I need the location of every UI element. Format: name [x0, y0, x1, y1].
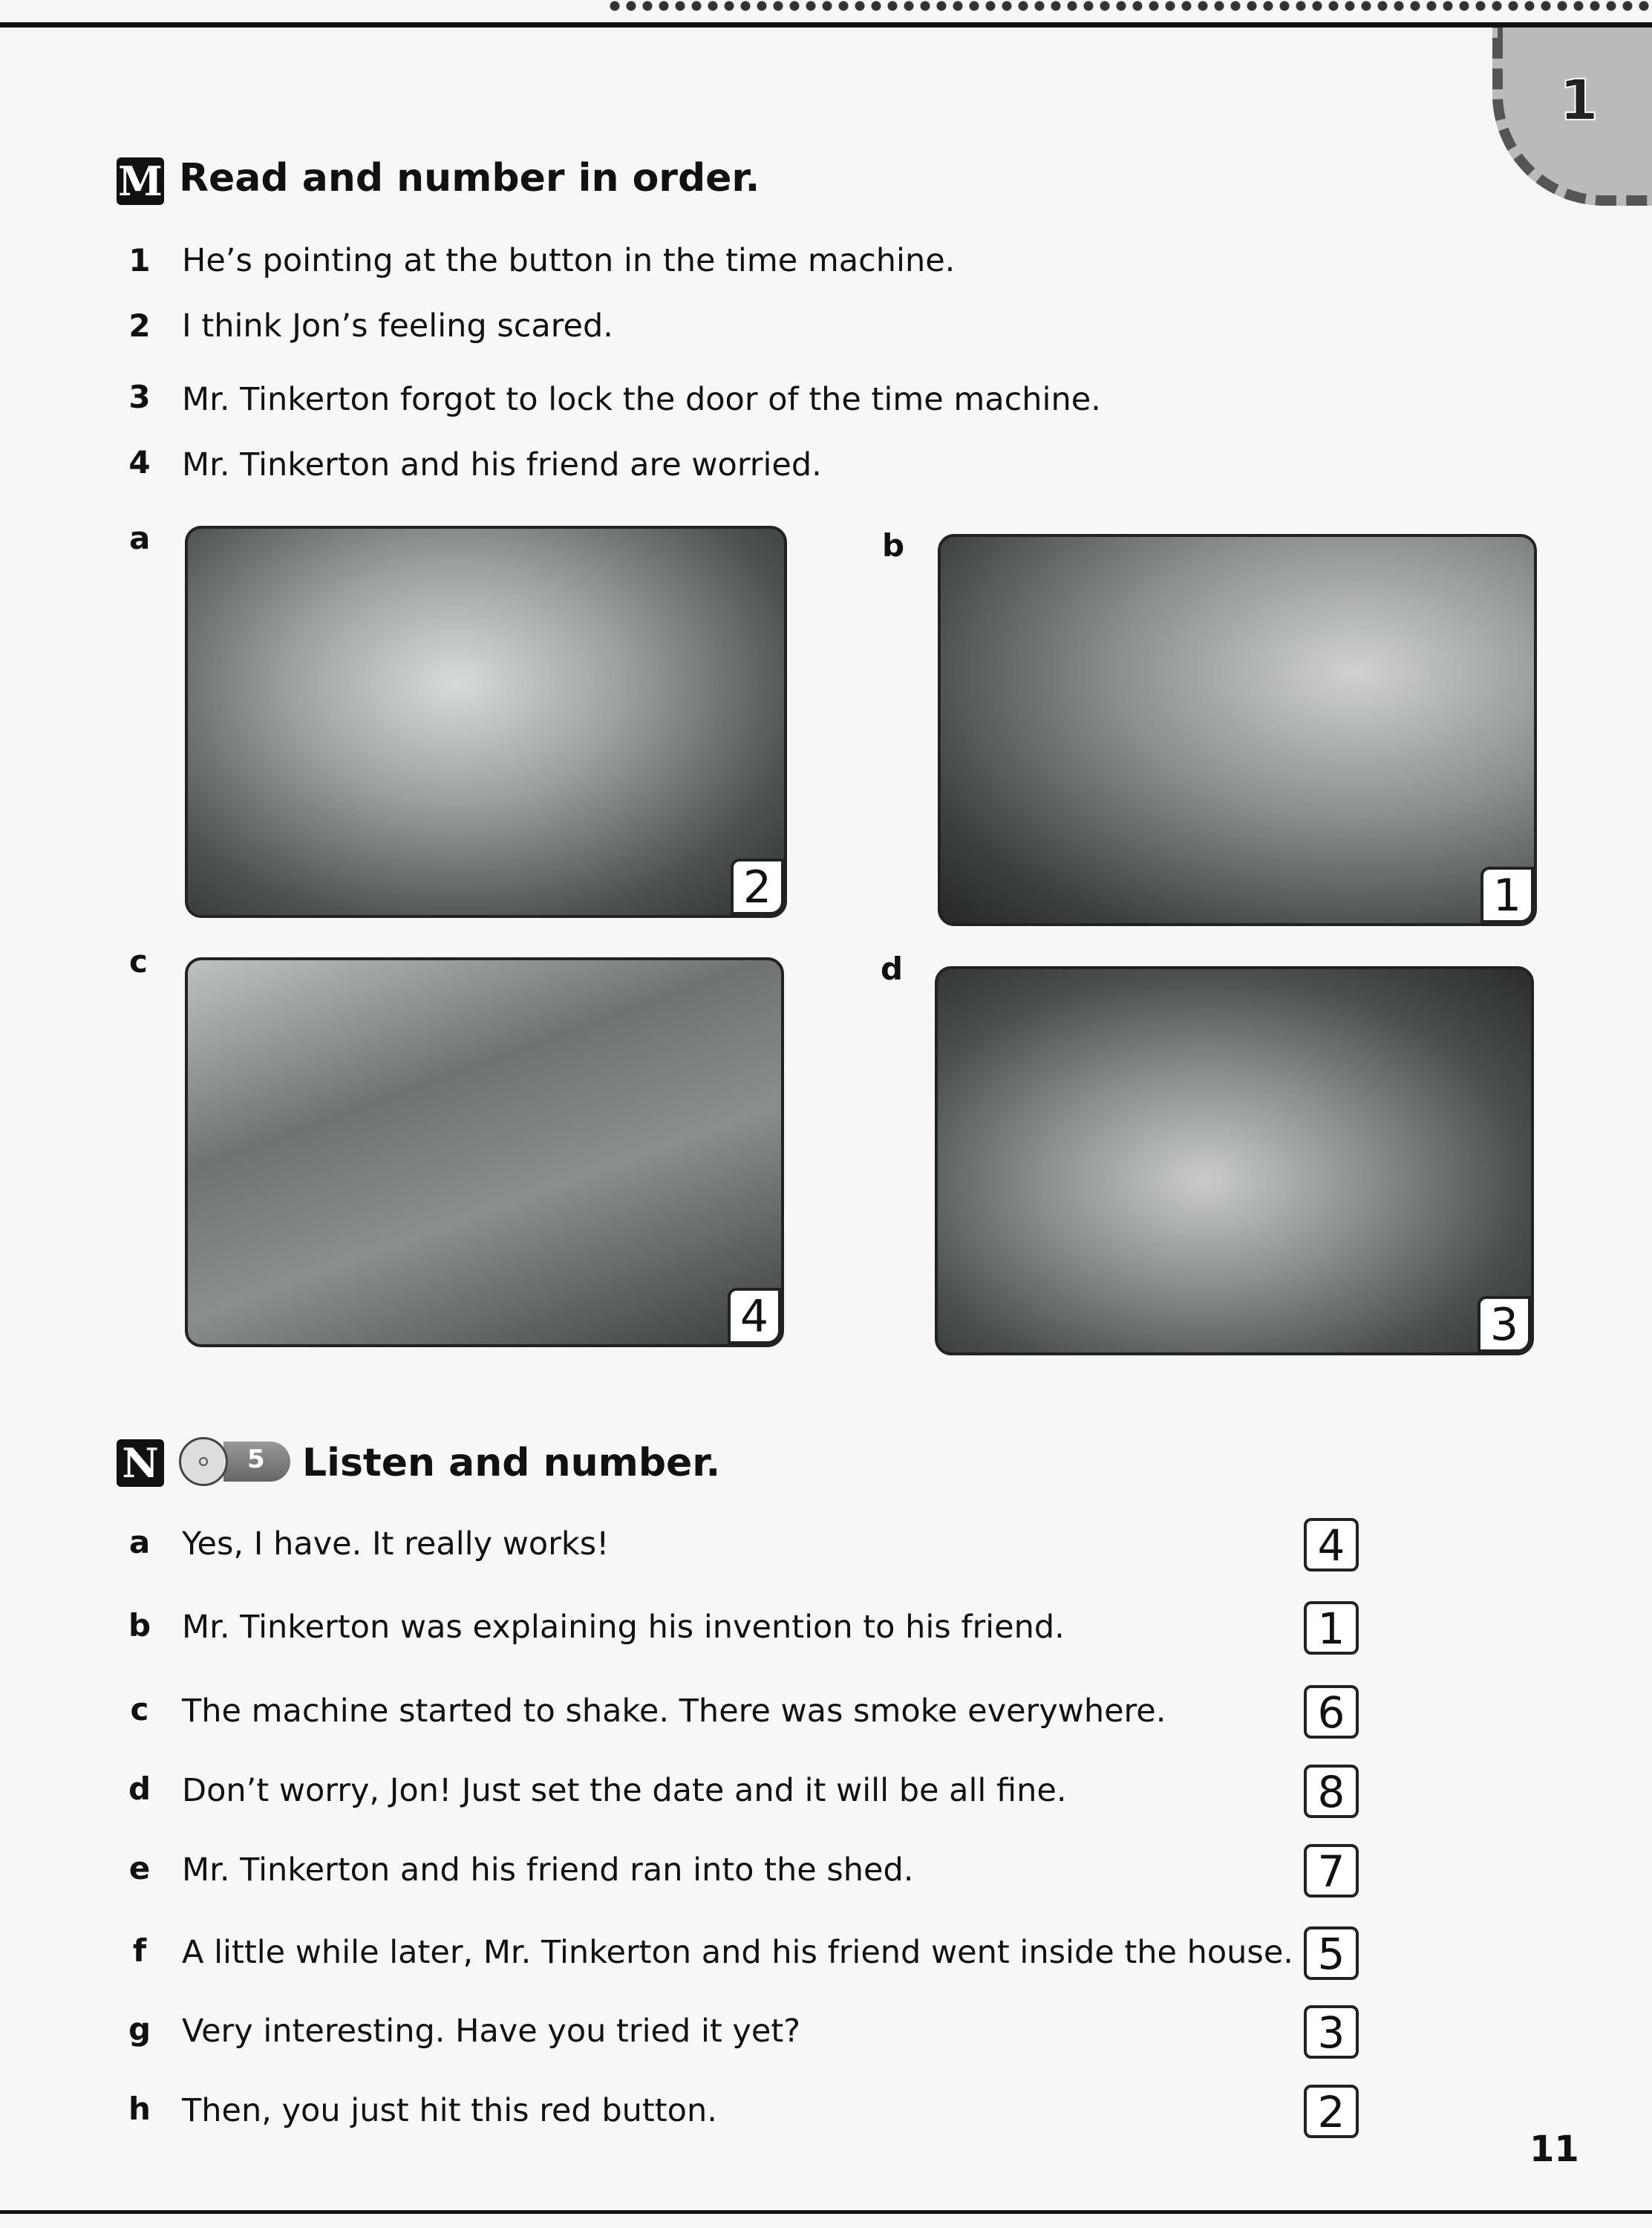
picture-answer-box[interactable]: 4 [728, 1288, 781, 1344]
answer-box[interactable]: 6 [1304, 1685, 1359, 1739]
picture-d [935, 966, 1534, 1355]
bottom-divider [0, 2210, 1652, 2214]
section-n-title: Listen and number. [302, 1441, 721, 1485]
answer-box[interactable]: 3 [1304, 2005, 1359, 2059]
picture-label: d [881, 951, 904, 987]
item-letter: a [128, 1524, 151, 1560]
item-letter: e [128, 1850, 151, 1886]
sentence-number: 4 [128, 444, 151, 481]
item-text: A little while later, Mr. Tinkerton and his friend went inside the house. [182, 1934, 1293, 1971]
picture-c [185, 957, 784, 1347]
item-text: The machine started to shake. There was smoke everywhere. [182, 1693, 1166, 1730]
section-m-title: Read and number in order. [179, 156, 760, 201]
answer-box[interactable]: 1 [1304, 1601, 1359, 1655]
sentence-text: He’s pointing at the button in the time machine. [182, 242, 956, 279]
item-letter: f [132, 1932, 147, 1969]
audio-cd-icon[interactable] [179, 1437, 290, 1486]
section-n-badge: N [117, 1439, 164, 1487]
unit-number: 1 [1559, 67, 1599, 133]
item-letter: c [130, 1691, 149, 1727]
picture-answer-box[interactable]: 3 [1478, 1296, 1531, 1352]
item-text: Don’t worry, Jon! Just set the date and it will be all fine. [182, 1772, 1067, 1809]
item-letter: g [128, 2011, 151, 2048]
item-text: Mr. Tinkerton was explaining his invention to his friend. [182, 1609, 1065, 1646]
item-letter: h [128, 2091, 151, 2127]
top-divider [0, 22, 1652, 27]
picture-label: b [882, 527, 905, 564]
item-text: Mr. Tinkerton and his friend ran into the shed. [182, 1851, 914, 1889]
decorative-dots [609, 0, 1652, 12]
answer-box[interactable]: 5 [1304, 1926, 1359, 1980]
track-number: 5 [247, 1444, 265, 1474]
picture-label: c [129, 943, 148, 980]
sentence-number: 3 [128, 379, 151, 415]
answer-box[interactable]: 4 [1304, 1518, 1359, 1571]
item-letter: b [128, 1607, 151, 1644]
item-text: Then, you just hit this red button. [182, 2092, 717, 2129]
picture-label: a [129, 520, 151, 556]
page-number: 11 [1529, 2128, 1579, 2170]
section-m-badge: M [117, 157, 164, 205]
sentence-text: Mr. Tinkerton and his friend are worried. [182, 446, 822, 483]
item-text: Yes, I have. It really works! [182, 1525, 610, 1563]
picture-a [185, 526, 787, 918]
answer-box[interactable]: 8 [1304, 1765, 1359, 1818]
picture-b [938, 534, 1537, 926]
sentence-text: Mr. Tinkerton forgot to lock the door of the time machine. [182, 381, 1101, 418]
item-letter: d [128, 1771, 151, 1807]
picture-answer-box[interactable]: 1 [1480, 867, 1534, 923]
item-text: Very interesting. Have you tried it yet? [182, 2013, 801, 2050]
answer-box[interactable]: 7 [1304, 1844, 1359, 1898]
answer-box[interactable]: 2 [1304, 2085, 1359, 2138]
sentence-number: 2 [128, 307, 151, 344]
sentence-number: 1 [128, 242, 151, 278]
sentence-text: I think Jon’s feeling scared. [182, 307, 613, 345]
picture-answer-box[interactable]: 2 [731, 859, 784, 915]
